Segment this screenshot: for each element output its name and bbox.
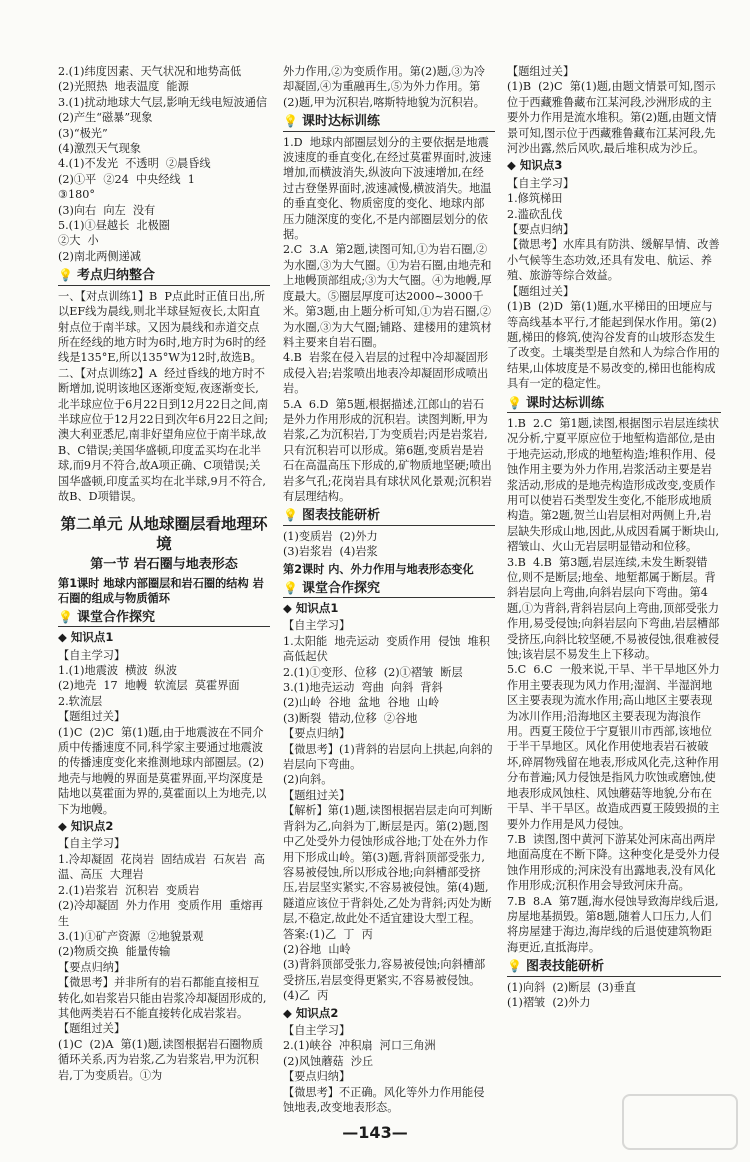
lightbulb-icon: 💡 xyxy=(507,395,522,410)
text-line: (2)光照热 地表温度 能源 xyxy=(58,80,189,94)
text-line: (2)谷地 山岭 xyxy=(283,942,351,956)
knowledge-point-label: ◆ 知识点1 xyxy=(58,630,114,645)
section-header-coop: 💡 课堂合作探究 xyxy=(58,610,270,627)
unit-title: 第二单元 从地球圈层看地理环境 xyxy=(60,515,268,554)
column-left xyxy=(58,64,270,1083)
text-line: (1)C (2)A 第(1)题,读图根据岩石圈物质循环关系,丙为岩浆,乙为岩浆岩,甲为沉积岩,丁为变质岩。①为 xyxy=(58,1037,264,1082)
column-right xyxy=(507,64,721,1010)
lightbulb-icon: 💡 xyxy=(507,959,522,974)
text-line: 【要点归纳】 xyxy=(283,1070,351,1084)
continued-answers xyxy=(507,64,721,156)
section-header-class: 💡 课时达标训练 xyxy=(283,114,495,131)
lightbulb-icon: 💡 xyxy=(283,114,298,129)
section-header-chart: 💡 图表技能研析 xyxy=(283,508,495,525)
knowledge-point-3-content xyxy=(507,176,721,392)
summary-answers xyxy=(58,289,270,505)
text-line: (3)断裂 错动,位移 ②谷地 xyxy=(283,711,418,725)
text-line: 1.D 地球内部圈层划分的主要依据是地震波速度的垂直变化,在经过莫霍界面时,波速增加,而横波消失,纵波向下波速增加,在经过古登堡界面时,波速减慢,横波消失。地温的垂直变化、物质密度的变化、地球内部压力随深度的变化,不是内部圈层划分的依据。 xyxy=(283,135,492,242)
text-line: (2)山岭 谷地 盆地 谷地 山岭 xyxy=(283,696,440,710)
knowledge-point-label: ◆ 知识点2 xyxy=(283,1005,339,1020)
text-line: 5.C 6.C 一般来说,干旱、半干旱地区外力作用主要表现为风力作用;湿润、半湿润地区主要表现为流水作用;高山地区主要表现为冰川作用;沿海地区主要表现为海浪作用。西夏王陵位于宁夏银川市西部,该地位于半干旱地区。风化作用使地表岩石被破坏,碎屑物残留在地表,形成风化壳,这种作用分布普遍;风力侵蚀是指风力吹蚀或磨蚀,使地表形成风蚀柱、风蚀蘑菇等地貌,分布在干旱、半干旱区。故造成西夏王陵毁损的主要外力作用是风力侵蚀。 xyxy=(507,663,720,831)
text-line: (1)B (2)D 第(1)题,水平梯田的田埂应与等高线基本平行,才能起到保水作用。第(2)题,梯田的修筑,使沟谷发育的山坡形态发生了改变。土壤类型是自然和人为综合作用的结果,山体坡度是不易改变的,梯田也能构成具有一定的稳定性。 xyxy=(507,300,720,391)
text-line: (1)褶皱 (2)外力 xyxy=(507,995,591,1009)
diamond-icon: ◆ xyxy=(507,158,516,173)
text-line: (1)变质岩 (2)外力 xyxy=(283,529,378,543)
diamond-icon: ◆ xyxy=(283,1005,292,1020)
knowledge-point-1-content xyxy=(283,618,498,1003)
text-line: 【微思考】水库具有防洪、缓解旱情、改善小气候等生态功效,还具有发电、航运、养殖、旅游等综合效益。 xyxy=(507,238,720,283)
text-line: 2.(1)纬度因素、天气状况和地势高低 xyxy=(58,65,242,78)
lightbulb-icon: 💡 xyxy=(58,268,73,283)
text-line: 2.(1)①变形、位移 (2)①褶皱 断层 xyxy=(283,665,463,679)
text-line: 1.修筑梯田 xyxy=(507,192,563,206)
text-line: 4.B 岩浆在侵入岩层的过程中冷却凝固形成侵入岩;岩浆喷出地表冷却凝固形成喷出岩。 xyxy=(283,351,489,396)
knowledge-point-2-content xyxy=(58,836,270,1083)
text-line: ②大 小 xyxy=(58,234,99,248)
text-line: (2)地壳 17 地幔 软流层 莫霍界面 xyxy=(58,679,240,693)
text-line: 5.A 6.D 第5题,根据描述,江郎山的岩石是外力作用形成的沉积岩。读图判断,甲为岩浆,乙为沉积岩,丁为变质岩;丙是岩浆岩,只有沉积岩可以形成。第6题,变质岩是岩石在高温高压下形成的,矿物质地坚硬;喷出岩多气孔;花岗岩具有球状风化景观;沉积岩有层理结构。 xyxy=(283,397,492,503)
text-line: 7.B 读图,图中黄河下游某处河床高出两岸地面高度在不断下降。这种变化是受外力侵蚀作用形成的;河床没有出露地表,没有风化作用形成;沉积作用会导致河床升高。 xyxy=(507,832,720,893)
text-line: 4.(1)不发光 不透明 ②晨昏线 xyxy=(58,157,211,171)
text-line: 3.(1)①矿产资源 ②地貌景观 xyxy=(58,929,204,943)
lightbulb-icon: 💡 xyxy=(283,580,298,595)
text-line: 5.(1)①昼越长 北极圈 xyxy=(58,219,170,233)
chart-analysis-answers xyxy=(507,980,721,1011)
lesson-title: 第1课时 地球内部圈层和岩石圈的结构 岩石圈的组成与物质循环 xyxy=(58,576,264,605)
page-number: —143— xyxy=(342,1123,408,1142)
text-line: 【自主学习】 xyxy=(507,176,575,190)
text-line: 【要点归纳】 xyxy=(507,223,575,237)
text-line: (2)冷却凝固 外力作用 变质作用 重熔再生 xyxy=(58,899,263,928)
text-line: 2.软流层 xyxy=(58,694,103,708)
diamond-icon: ◆ xyxy=(58,819,67,834)
text-line: (2)①平 ②24 中央经线 1 xyxy=(58,172,195,186)
section-title: 第一节 岩石圈与地表形态 xyxy=(90,557,238,573)
text-line: 1.太阳能 地壳运动 变质作用 侵蚀 堆积 高低起伏 xyxy=(283,634,498,664)
text-line: 二、【对点训练2】A 经过昏线的地方时不断增加,说明该地区逐渐变短,夜逐渐变长,北半球应位于6月22日到12月22日之间,南半球应位于12月22日到次年6月22日之间;澳大利亚悉尼,南非好望角应位于南半球,故B、C错误;美国华盛顿,印度孟买均在北半球,而9月不符合,故A项正确、C项错误;关国华盛顿,印度孟买均在北半球,9月不符合,故B、D项错误。 xyxy=(58,366,269,503)
text-line: 2.C 3.A 第2题,读图可知,①为岩石圈,②为水圈,③为大气圈。①为岩石圈,由地壳和上地幔顶部组成;③为大气圈。④为地幔,厚度最大。⑤圈层厚度可达2000~3000千米。第3题,由上题分析可知,①为岩石圈,②为水圈,③为大气圈;铺路、建楼用的建筑材料主要来自岩石圈。 xyxy=(283,243,492,349)
text-line: 3.(1)地壳运动 弯曲 向斜 背斜 xyxy=(283,681,443,695)
text-line: (1)C (2)C 第(1)题,由于地震波在不同介质中传播速度不同,科学家主要通过地震波的传播速度变化来推测地球内部圈层。(2)地壳与地幔的界面是莫霍界面,平均深度是陆地以莫霍面为界的,莫霍面以上为地壳,以下为地幔。 xyxy=(58,725,267,816)
text-line: 【题组过关】 xyxy=(58,710,126,724)
text-line: 【自主学习】 xyxy=(58,837,126,851)
text-line: 【解析】第(1)题,读图根据岩层走向可判断背斜为乙,向斜为丁,断层是丙。第(2)题,图中乙处受外力侵蚀形成谷地;丁处在外力作用下形成山岭。第(3)题,背斜顶部受张力,容易被侵蚀,所以形成谷地;向斜槽部受挤压,岩层坚实紧实,不容易被侵蚀。第(4)题,隧道应该位于背斜处,乙处为背斜;丙处为断层,不稳定,故此处不适宜建设大型工程。 xyxy=(283,804,493,926)
text-line: 【题组过关】 xyxy=(507,284,575,298)
text-line: 【自主学习】 xyxy=(58,648,126,662)
training-answers xyxy=(507,416,721,955)
text-line: (1)向斜 (2)断层 (3)垂直 xyxy=(507,980,636,994)
section-header-coop: 💡 课堂合作探究 xyxy=(283,581,495,598)
text-line: (4)乙 丙 xyxy=(283,989,329,1003)
text-line: (4)激烈天气现象 xyxy=(58,142,141,156)
knowledge-point-label: ◆ 知识点3 xyxy=(507,158,563,173)
text-line: (3)背斜顶部受张力,容易被侵蚀;向斜槽部受挤压,岩层变得更紧实,不容易被侵蚀。 xyxy=(283,958,486,987)
chart-analysis-answers xyxy=(283,529,495,560)
text-line: 外力作用,②为变质作用。第(2)题,③为冷却凝固,④为重融再生,⑤为外力作用。第(2)题,甲为沉积岩,喀斯特地貌为沉积岩。 xyxy=(283,65,485,109)
column-middle xyxy=(283,64,498,1115)
lightbulb-icon: 💡 xyxy=(283,508,298,523)
knowledge-point-label: ◆ 知识点1 xyxy=(283,601,339,615)
text-line: (2)产生“磁暴”现象 xyxy=(58,111,153,125)
text-line: (1)B (2)C 第(1)题,由题文情景可知,图示位于西藏雅鲁藏布江某河段,沙洲形成的主要外力作用是流水堆积。第(2)题,由题文情景可知,图示位于西藏雅鲁藏布江某河段,先河沙出露,然后风吹,最后堆积成为沙丘。 xyxy=(507,80,717,156)
section-header-class: 💡 课时达标训练 xyxy=(507,396,721,413)
text-line: 【要点归纳】 xyxy=(283,727,351,741)
text-line: 【微思考】不正确。风化等外力作用能侵蚀地表,改变地表形态。 xyxy=(283,1085,485,1114)
knowledge-point-2-content xyxy=(283,1023,495,1115)
diamond-icon: ◆ xyxy=(58,630,67,645)
text-line: 一、【对点训练1】B P点此时正值日出,所以EF线为晨线,则北半球昼短夜长,太阳直射点位于南半球。又因为晨线和赤道交点所在经线的地方时为6时,地方时为6时的经线是135°E,所以135°W为12时,故选B。 xyxy=(58,289,266,365)
text-line: 答案:(1)乙 丁 丙 xyxy=(283,927,373,941)
text-line: (2)物质交换 能量传输 xyxy=(58,945,171,959)
section-header-chart: 💡 图表技能研析 xyxy=(507,959,721,976)
text-line: (2)风蚀蘑菇 沙丘 xyxy=(283,1054,374,1068)
lesson-title: 第2课时 内、外力作用与地表形态变化 xyxy=(283,562,474,576)
lightbulb-icon: 💡 xyxy=(58,609,73,624)
text-line: 【微思考】(1)背斜的岩层向上拱起,向斜的岩层向下弯曲。 xyxy=(283,742,493,772)
text-line: 2.(1)岩浆岩 沉积岩 变质岩 xyxy=(58,883,200,897)
text-line: 2.(1)峡谷 冲积扇 河口三角洲 xyxy=(283,1039,436,1053)
knowledge-point-label: ◆ 知识点2 xyxy=(58,819,114,834)
watermark-logo xyxy=(622,1094,738,1150)
diamond-icon: ◆ xyxy=(283,601,292,615)
text-line: 【自主学习】 xyxy=(283,1023,351,1037)
text-line: 【微思考】并非所有的岩石都能直接相互转化,如岩浆岩只能由岩浆冷却凝固形成的,其他两类岩石不能直接转化成岩浆岩。 xyxy=(58,976,267,1020)
text-line: 【要点归纳】 xyxy=(58,960,126,974)
text-line: 【题组过关】 xyxy=(58,1022,126,1036)
text-line: 3.(1)扰动地球大气层,影响无线电短波通信 xyxy=(58,95,268,109)
text-line: 1.B 2.C 第1题,读图,根据图示岩层连续状况分析,宁夏平原应位于地堑构造部位,是由于地壳运动,形成的地堑构造;堆积作用、侵蚀作用主要为外力作用,岩浆活动主要是岩浆活动,形成的是地壳构造形成改变,变质作用可以使岩石类型发生变化,不能形成地质构造。第2题,贺兰山岩层相对两侧上升,岩层缺失形成山地,因此,从成因看属于断块山,褶皱山、火山无岩层明显错动和位移。 xyxy=(507,416,720,554)
section-header-summary: 💡 考点归纳整合 xyxy=(58,268,270,285)
text-line: (2)南北两侧递减 xyxy=(58,249,141,263)
continued-answers xyxy=(283,64,495,110)
text-line: ③180° xyxy=(58,188,95,202)
previous-answers xyxy=(58,64,270,264)
text-line: 【题组过关】 xyxy=(507,65,575,78)
text-line: 1.冷却凝固 花岗岩 固结成岩 石灰岩 高温、高压 大理岩 xyxy=(58,852,265,882)
text-line: 【自主学习】 xyxy=(283,619,351,633)
knowledge-point-1-content xyxy=(58,648,270,817)
training-answers xyxy=(283,135,495,505)
text-line: 2.滥砍乱伐 xyxy=(507,207,563,221)
text-line: 7.B 8.A 第7题,海水侵蚀导致海岸线后退,房屋地基损毁。第8题,随着人口压力,人们将房屋建于海边,海岸线的后退使建筑物距海更近,直抵海岸。 xyxy=(507,894,719,954)
text-line: (3)“极光” xyxy=(58,126,108,140)
text-line: 【题组过关】 xyxy=(283,788,351,802)
text-line: (3)岩浆岩 (4)岩浆 xyxy=(283,545,378,559)
text-line: 1.(1)地震波 横波 纵波 xyxy=(58,664,178,677)
text-line: 3.B 4.B 第3题,岩层连续,未发生断裂错位,则不是断层;地垒、地堑都属于断层。背斜岩层向上弯曲,向斜岩层向下弯曲。第4题,①为背斜,背斜岩层向上弯曲,顶部受张力作用,易受侵蚀;向斜岩层向下弯曲,岩层槽部受挤压,向斜比较坚硬,不易被侵蚀,很难被侵蚀;该岩层不易发生上下移动。 xyxy=(507,555,720,662)
text-line: (3)向右 向左 没有 xyxy=(58,203,156,217)
text-line: (2)向斜。 xyxy=(283,773,333,787)
